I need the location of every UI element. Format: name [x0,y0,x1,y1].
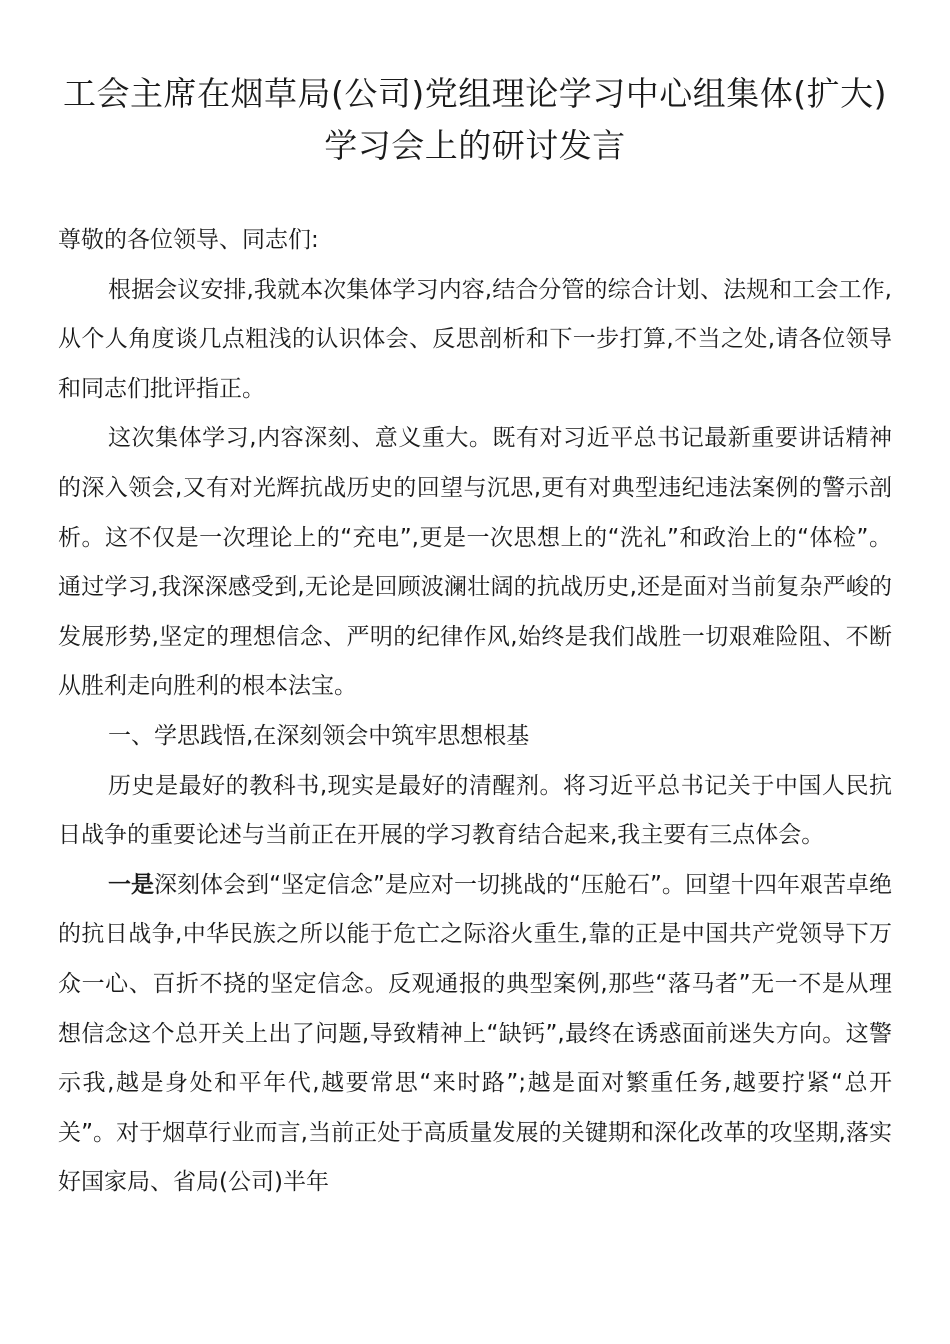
section-1-intro: 历史是最好的教科书,现实是最好的清醒剂。将习近平总书记关于中国人民抗日战争的重要论述与当前正在开展的学习教育结合起来,我主要有三点体会。 [58,772,892,849]
point-1-text: 深刻体会到“坚定信念”是应对一切挑战的“压舱石”。回望十四年艰苦卓绝的抗日战争,中华民族之所以能于危亡之际浴火重生,靠的正是中国共产党领导下万众一心、百折不挠的坚定信念。反观通报的典型案例,那些“落马者”无一不是从理想信念这个总开关上出了问题,导致精神上“缺钙”,最终在诱惑面前迷失方向。这警示我,越是身处和平年代,越要常思“来时路”;越是面对繁重任务,越要拧紧“总开关”。对于烟草行业而言,当前正处于高质量发展的关键期和深化改革的攻坚期,落实好国家局、省局(公司)半年 [58,871,893,1196]
document-body [58,216,892,1208]
salutation: 尊敬的各位领导、同志们: [58,227,319,253]
point-1-lead: 一是 [108,871,155,898]
section-heading-1: 一、学思践悟,在深刻领会中筑牢思想根基 [108,722,530,749]
document-title: 工会主席在烟草局(公司)党组理论学习中心组集体(扩大)学习会上的研讨发言 [63,74,887,165]
paragraph-overview: 这次集体学习,内容深刻、意义重大。既有对习近平总书记最新重要讲话精神的深入领会,又有对光辉抗战历史的回望与沉思,更有对典型违纪违法案例的警示剖析。这不仅是一次理论上的“充电”,更是一次思想上的“洗礼”和政治上的“体检”。通过学习,我深深感受到,无论是回顾波澜壮阔的抗战历史,还是面对当前复杂严峻的发展形势,坚定的理想信念、严明的纪律作风,始终是我们战胜一切艰难险阻、不断从胜利走向胜利的根本法宝。 [58,425,892,700]
paragraph-intro: 根据会议安排,我就本次集体学习内容,结合分管的综合计划、法规和工会工作,从个人角度谈几点粗浅的认识体会、反思剖析和下一步打算,不当之处,请各位领导和同志们批评指正。 [58,276,892,402]
point-1-paragraph [58,861,892,1208]
